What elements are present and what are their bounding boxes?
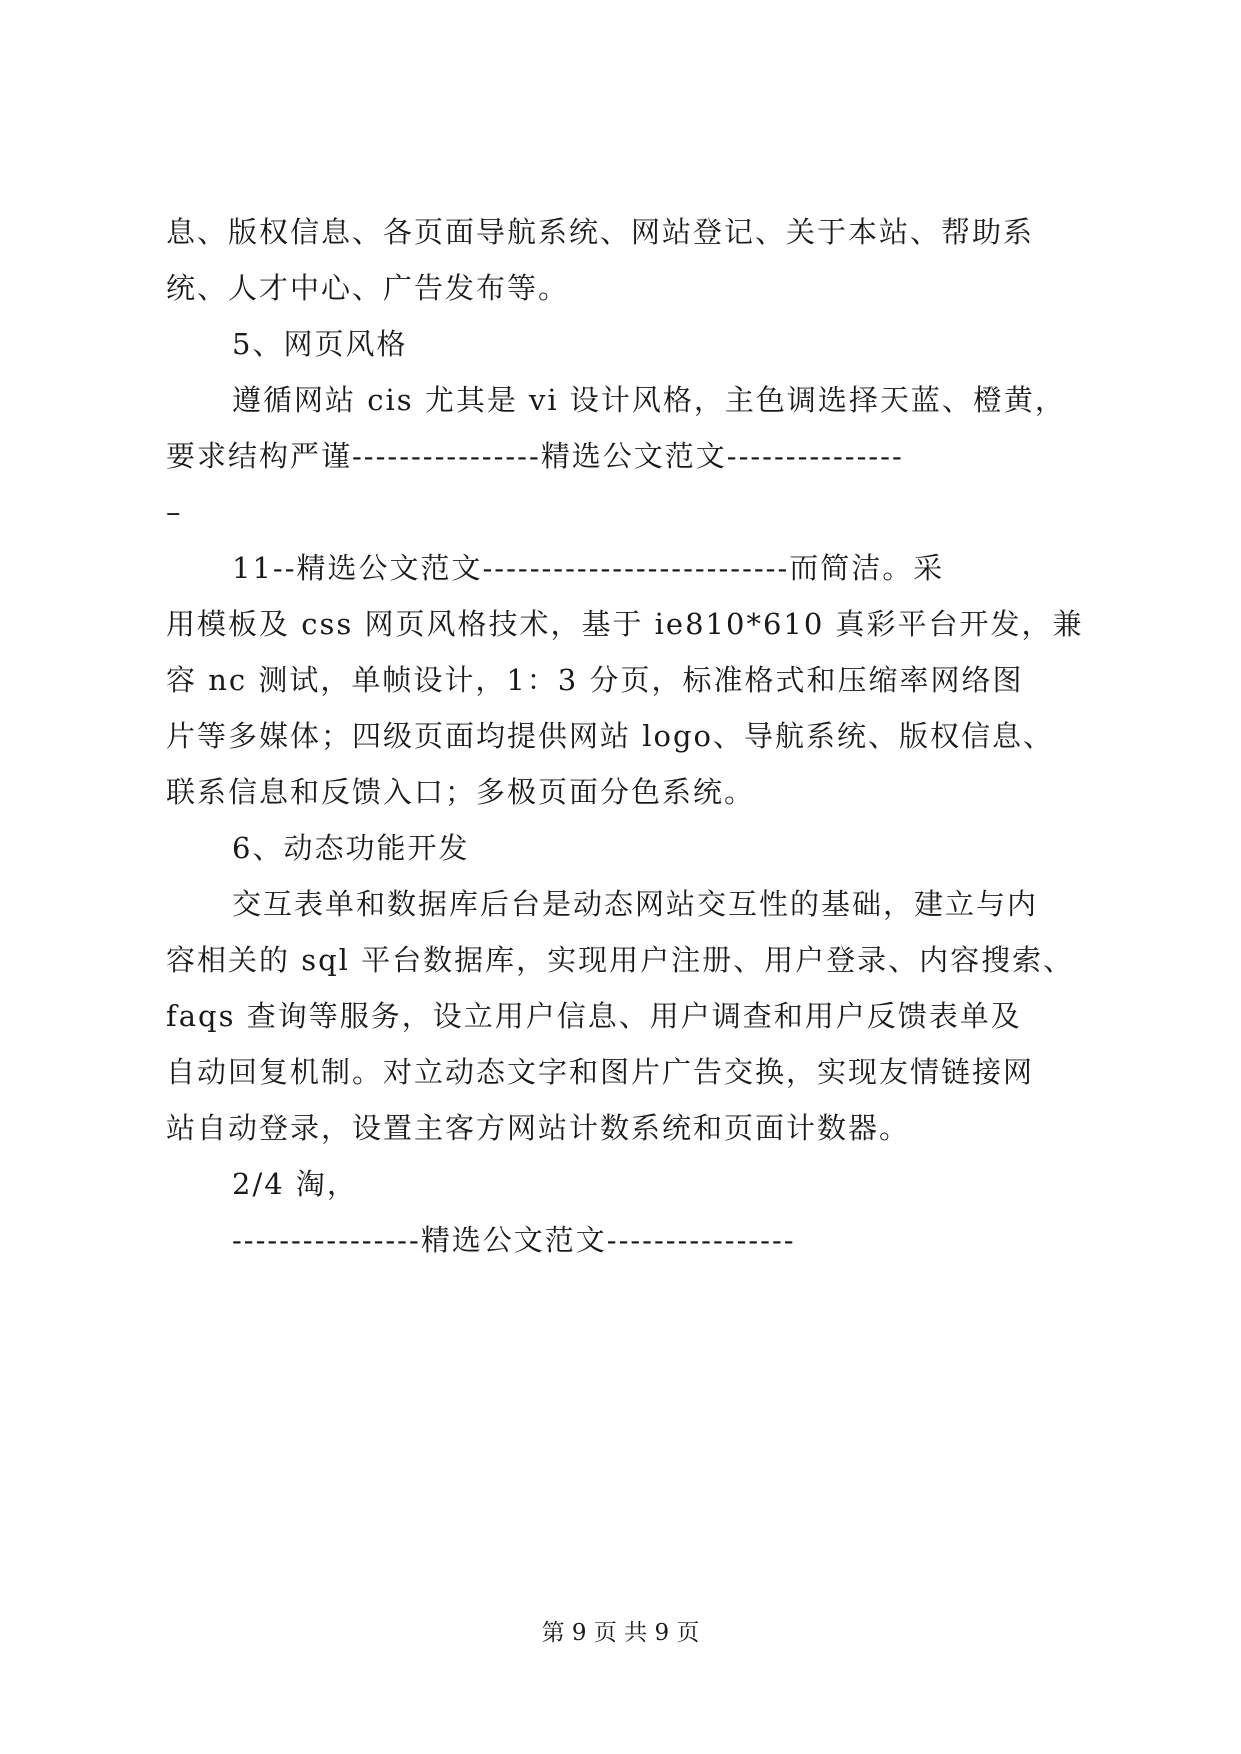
page-footer: 第 9 页 共 9 页 [541, 1620, 700, 1646]
section-heading-5: 5、网页风格 [232, 327, 408, 361]
text-line-2: 统、人才中心、广告发布等。 [166, 271, 570, 305]
text-line-18: 2/4 淘， [232, 1167, 358, 1201]
text-line-15: faqs 查询等服务，设立用户信息、用户调查和用户反馈表单及 [166, 999, 1022, 1033]
text-line-16: 自动回复机制。对立动态文字和图片广告交换，实现友情链接网 [166, 1055, 1035, 1089]
text-line-13: 交互表单和数据库后台是动态网站交互性的基础，建立与内 [232, 887, 1039, 921]
text-line-4: 遵循网站 cis 尤其是 vi 设计风格，主色调选择天蓝、橙黄， [232, 383, 1066, 417]
text-line-11: 联系信息和反馈入口；多极页面分色系统。 [166, 775, 756, 809]
text-line-7: 11--精选公文范文--------------------------而简洁。采 [232, 551, 945, 585]
section-heading-6: 6、动态功能开发 [232, 831, 470, 865]
text-line-17: 站自动登录，设置主客方网站计数系统和页面计数器。 [166, 1111, 911, 1145]
text-line-10: 片等多媒体；四级页面均提供网站 logo、导航系统、版权信息、 [166, 719, 1054, 753]
text-line-6: – [166, 495, 183, 529]
text-line-8: 用模板及 css 网页风格技术，基于 ie810*610 真彩平台开发，兼 [166, 607, 1084, 641]
text-line-14: 容相关的 sql 平台数据库，实现用户注册、用户登录、内容搜索、 [166, 943, 1075, 977]
text-line-9: 容 nc 测试，单帧设计，1：3 分页，标准格式和压缩率网络图 [166, 663, 1024, 697]
text-line-1: 息、版权信息、各页面导航系统、网站登记、关于本站、帮助系 [166, 215, 1035, 249]
text-line-5: 要求结构严谨----------------精选公文范文--------------- [166, 439, 904, 473]
separator-line: ----------------精选公文范文---------------- [232, 1223, 796, 1257]
